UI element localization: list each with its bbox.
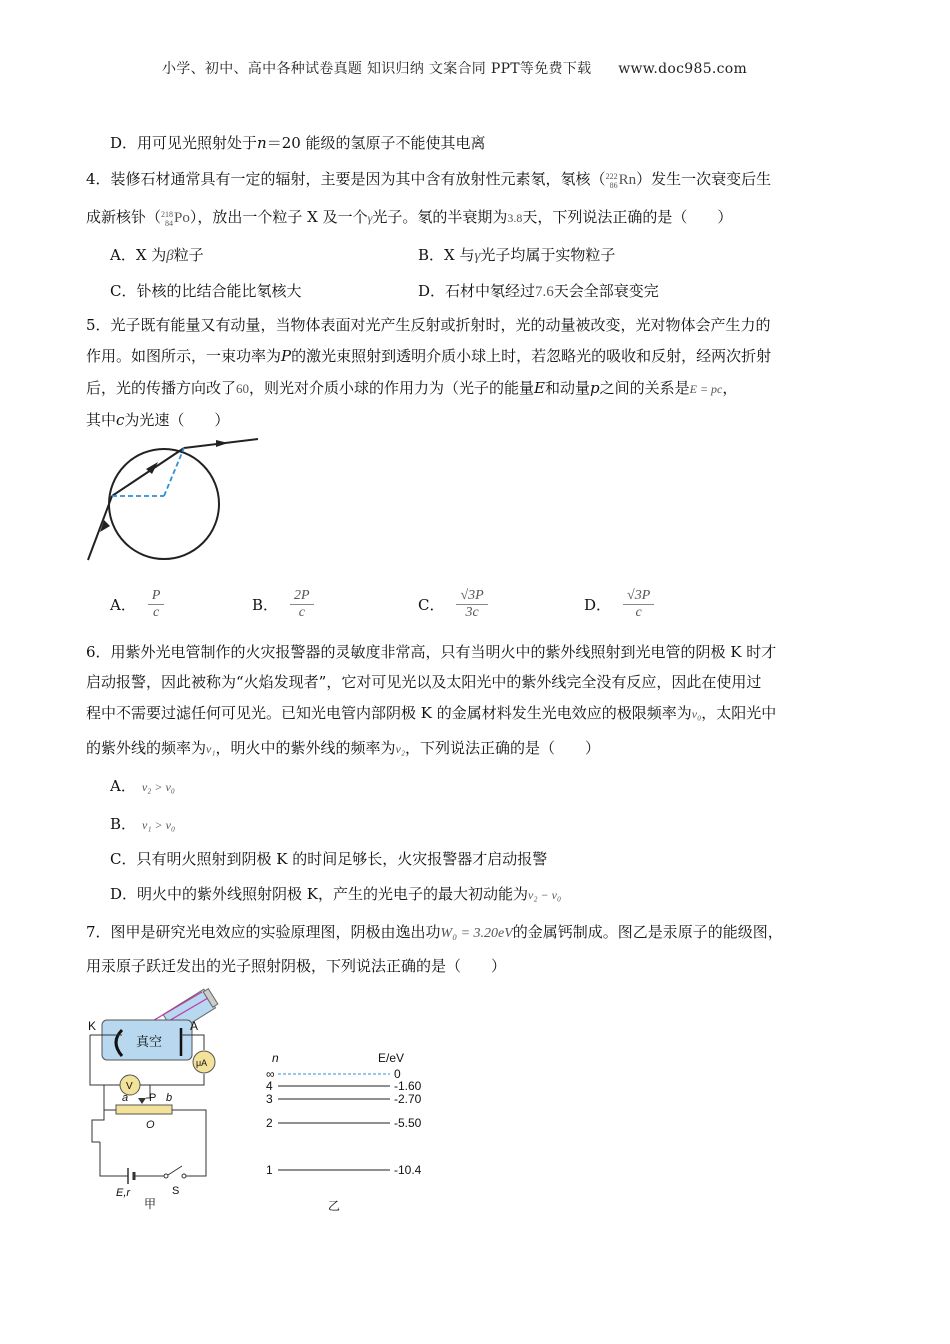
svg-text:S: S <box>172 1185 180 1197</box>
q5-option-c[interactable]: C． $\frac{√3P}{3c}$ <box>418 588 488 621</box>
q5-stem-line3: 后，光的传播方向改了60，则光对介质小球的作用力为（光子的能量E和动量p之间的关系是E = pc， <box>86 379 738 397</box>
slider-p <box>138 1098 146 1104</box>
svg-text:K: K <box>88 1019 97 1033</box>
svg-text:甲: 甲 <box>144 1197 157 1210</box>
q4-stem-line1: 4．装修石材通常具有一定的辐射，主要是因为其中含有放射性元素氡，氡核（222 86Rn）发生一次衰变后生 <box>86 170 772 190</box>
level-n-label: 2 <box>266 1116 273 1130</box>
header-text: 小学、初中、高中各种试卷真题 知识归纳 文案合同 PPT等免费下载 <box>162 61 592 77</box>
q4-option-c[interactable]: C．钋核的比结合能比氡核大 <box>110 282 302 300</box>
q6-option-d[interactable]: D．明火中的紫外线照射阴极 K，产生的光电子的最大初动能为ν₂ − ν₀ <box>110 885 562 903</box>
svg-text:乙: 乙 <box>328 1199 341 1213</box>
q6-stem-line4: 的紫外线的频率为ν₁，明火中的紫外线的频率为ν₂，下列说法正确的是（ ） <box>86 739 601 757</box>
q5-stem-line1: 5．光子既有能量又有动量，当物体表面对光产生反射或折射时，光的动量被改变，光对物体会产生力的 <box>86 316 771 334</box>
q5-stem-line2: 作用。如图所示，一束功率为P的激光束照射到透明介质小球上时，若忽略光的吸收和反射，经两次折射 <box>86 347 772 365</box>
q6-option-c[interactable]: C．只有明火照射到阴极 K 的时间足够长，火灾报警器才启动报警 <box>110 850 548 868</box>
level-energy-label: 0 <box>394 1067 401 1081</box>
level-n-label: ∞ <box>266 1067 275 1081</box>
header-url[interactable]: www.doc985.com <box>618 61 748 77</box>
rn-nuclide: 222 86Rn <box>605 171 637 190</box>
svg-text:μA: μA <box>196 1058 208 1068</box>
fig-jia-circuit <box>82 980 232 1210</box>
level-n-label: 1 <box>266 1163 273 1177</box>
q5-option-a[interactable]: A． $\frac{P}{c}$ <box>110 588 164 621</box>
level-n-label: 4 <box>266 1079 273 1093</box>
q4-stem-line2: 成新核钋（218 84Po），放出一个粒子 X 及一个γ光子。氡的半衰期为3.8天，下列说法正确的是（ ） <box>86 208 733 228</box>
svg-text:E,r: E,r <box>116 1187 131 1199</box>
q6-option-b[interactable]: B． ν₁ > ν₀ <box>110 815 176 833</box>
svg-text:a: a <box>122 1092 129 1104</box>
svg-text:真空: 真空 <box>136 1035 163 1050</box>
header-banner <box>162 58 747 78</box>
incident-ray <box>88 496 112 560</box>
emergent-arrow <box>216 440 228 447</box>
levels-group <box>266 1067 422 1177</box>
q6-stem-line2: 启动报警，因此被称为“火焰发现者”，它对可见光以及太阳光中的紫外线完全没有反应，因此在使用过 <box>86 673 762 691</box>
q4-option-a[interactable]: A．X 为β粒子 <box>110 246 204 264</box>
svg-text:A: A <box>190 1019 199 1033</box>
svg-text:O: O <box>146 1119 155 1131</box>
level-energy-label: -5.50 <box>394 1116 422 1130</box>
q5-stem-line4: 其中c为光速（ ） <box>86 411 230 429</box>
q4-option-d[interactable]: D．石材中氡经过7.6天会全部衰变完 <box>418 282 659 300</box>
po-nuclide: 218 84Po <box>161 209 190 228</box>
q6-option-a[interactable]: A． ν₂ > ν₀ <box>110 777 175 795</box>
q7-stem-line1: 7．图甲是研究光电效应的实验原理图，阴极由逸出功W₀ = 3.20eV的金属钙制成。图乙是汞原子的能级图， <box>86 923 783 941</box>
rheostat <box>116 1105 172 1114</box>
energy-axis-label: E/eV <box>378 1051 405 1065</box>
level-energy-label: -2.70 <box>394 1092 422 1106</box>
q6-stem-line3: 程中不需要过滤任何可见光。已知光电管内部阴极 K 的金属材料发生光电效应的极限频率为ν₀，太阳光中 <box>86 704 777 722</box>
svg-text:b: b <box>166 1092 173 1104</box>
level-energy-label: -10.4 <box>394 1163 422 1177</box>
dielectric-sphere <box>109 449 219 559</box>
n-axis-label: n <box>272 1051 279 1065</box>
level-n-label: 3 <box>266 1092 273 1106</box>
svg-text:P: P <box>149 1092 157 1104</box>
q7-stem-line2: 用汞原子跃迁发出的光子照射阴极，下列说法正确的是（ ） <box>86 957 507 975</box>
q5-sphere-figure <box>80 436 280 566</box>
switch-s <box>168 1166 182 1175</box>
svg-text:V: V <box>126 1081 133 1092</box>
level-energy-label: -1.60 <box>394 1079 422 1093</box>
q4-option-b[interactable]: B．X 与γ光子均属于实物粒子 <box>418 246 616 264</box>
fig-yi-energy-levels <box>258 1046 448 1216</box>
q5-option-d[interactable]: D． $\frac{√3P}{c}$ <box>584 588 654 621</box>
q6-stem-line1: 6．用紫外光电管制作的火灾报警器的灵敏度非常高，只有当明火中的紫外线照射到光电管的阴极 K 时才 <box>86 643 777 661</box>
q5-option-b[interactable]: B． $\frac{2P}{c}$ <box>252 588 314 621</box>
q3-option-d: D．用可见光照射处于n＝20 能级的氢原子不能使其电离 <box>110 134 486 152</box>
